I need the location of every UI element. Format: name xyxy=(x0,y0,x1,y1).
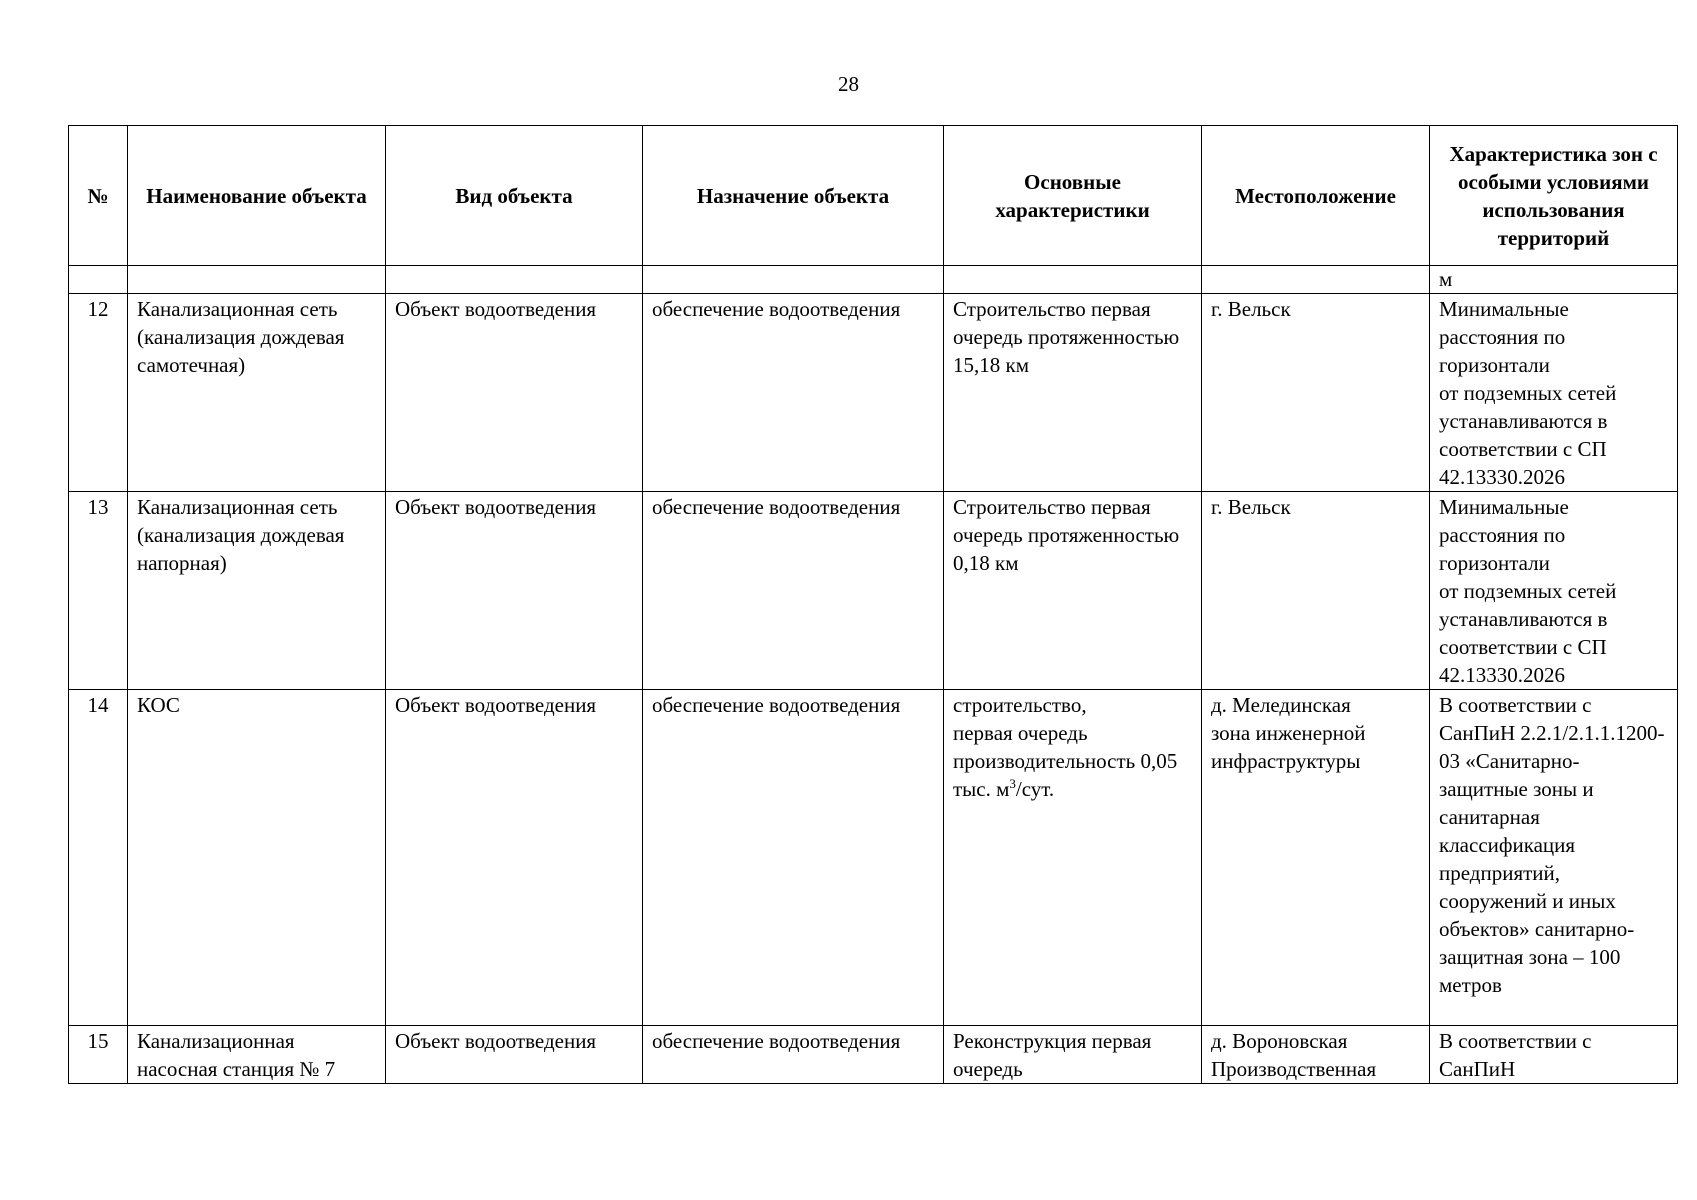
object-name: Канализационная сеть (канализация дождевая самотечная) xyxy=(128,294,386,492)
object-name: КОС xyxy=(128,690,386,1026)
object-type: Объект водоотведения xyxy=(386,1026,643,1084)
main-characteristics xyxy=(944,690,1202,1026)
characteristics-text: строительство, первая очередь производительность 0,05 тыс. м xyxy=(953,693,1178,801)
object-type: Объект водоотведения xyxy=(386,690,643,1026)
location: г. Вельск xyxy=(1202,294,1430,492)
object-purpose: обеспечение водоотведения xyxy=(643,294,944,492)
zone-characteristics: В соответствии с СанПиН xyxy=(1430,1026,1678,1084)
unit-cell xyxy=(1202,266,1430,294)
row-number: 14 xyxy=(69,690,128,1026)
unit-cell xyxy=(944,266,1202,294)
zone-characteristics: Минимальные расстояния по горизонтали от подземных сетей устанавливаются в соответствии с СП 42.13330.2026 xyxy=(1430,492,1678,690)
header-object-type: Вид объекта xyxy=(386,126,643,266)
object-name: Канализационная насосная станция № 7 xyxy=(128,1026,386,1084)
characteristics-unit-tail: /сут. xyxy=(1015,777,1055,801)
main-characteristics: Реконструкция первая очередь xyxy=(944,1026,1202,1084)
object-purpose: обеспечение водоотведения xyxy=(643,1026,944,1084)
cubic-superscript: 3 xyxy=(1009,776,1016,791)
object-purpose: обеспечение водоотведения xyxy=(643,690,944,1026)
table-row xyxy=(69,690,1678,1026)
location: д. Мелединская зона инженерной инфраструктуры xyxy=(1202,690,1430,1026)
table-row xyxy=(69,1026,1678,1084)
unit-cell xyxy=(643,266,944,294)
main-characteristics: Строительство первая очередь протяженностью 0,18 км xyxy=(944,492,1202,690)
table-row xyxy=(69,492,1678,690)
location: д. Вороновская Производственная xyxy=(1202,1026,1430,1084)
location: г. Вельск xyxy=(1202,492,1430,690)
unit-cell xyxy=(128,266,386,294)
row-number: 13 xyxy=(69,492,128,690)
header-main-characteristics: Основные характеристики xyxy=(944,126,1202,266)
header-object-name: Наименование объекта xyxy=(128,126,386,266)
object-purpose: обеспечение водоотведения xyxy=(643,492,944,690)
table-row xyxy=(69,294,1678,492)
objects-table xyxy=(68,125,1678,1084)
row-number: 15 xyxy=(69,1026,128,1084)
object-type: Объект водоотведения xyxy=(386,294,643,492)
unit-cell: м xyxy=(1430,266,1678,294)
object-name: Канализационная сеть (канализация дождевая напорная) xyxy=(128,492,386,690)
zone-characteristics: В соответствии с СанПиН 2.2.1/2.1.1.1200-03 «Санитарно-защитные зоны и санитарная классификация предприятий, сооружений и иных объектов» санитарно-защитная зона – 100 метров xyxy=(1430,690,1678,1026)
header-zone-characteristics: Характеристика зон с особыми условиями использования территорий xyxy=(1430,126,1678,266)
zone-characteristics: Минимальные расстояния по горизонтали от подземных сетей устанавливаются в соответствии с СП 42.13330.2026 xyxy=(1430,294,1678,492)
row-number: 12 xyxy=(69,294,128,492)
table-header-row xyxy=(69,126,1678,266)
header-location: Местоположение xyxy=(1202,126,1430,266)
main-characteristics: Строительство первая очередь протяженностью 15,18 км xyxy=(944,294,1202,492)
table-unit-row xyxy=(69,266,1678,294)
unit-cell xyxy=(69,266,128,294)
object-type: Объект водоотведения xyxy=(386,492,643,690)
header-number: № xyxy=(69,126,128,266)
page-number: 28 xyxy=(838,72,859,96)
header-object-purpose: Назначение объекта xyxy=(643,126,944,266)
unit-cell xyxy=(386,266,643,294)
